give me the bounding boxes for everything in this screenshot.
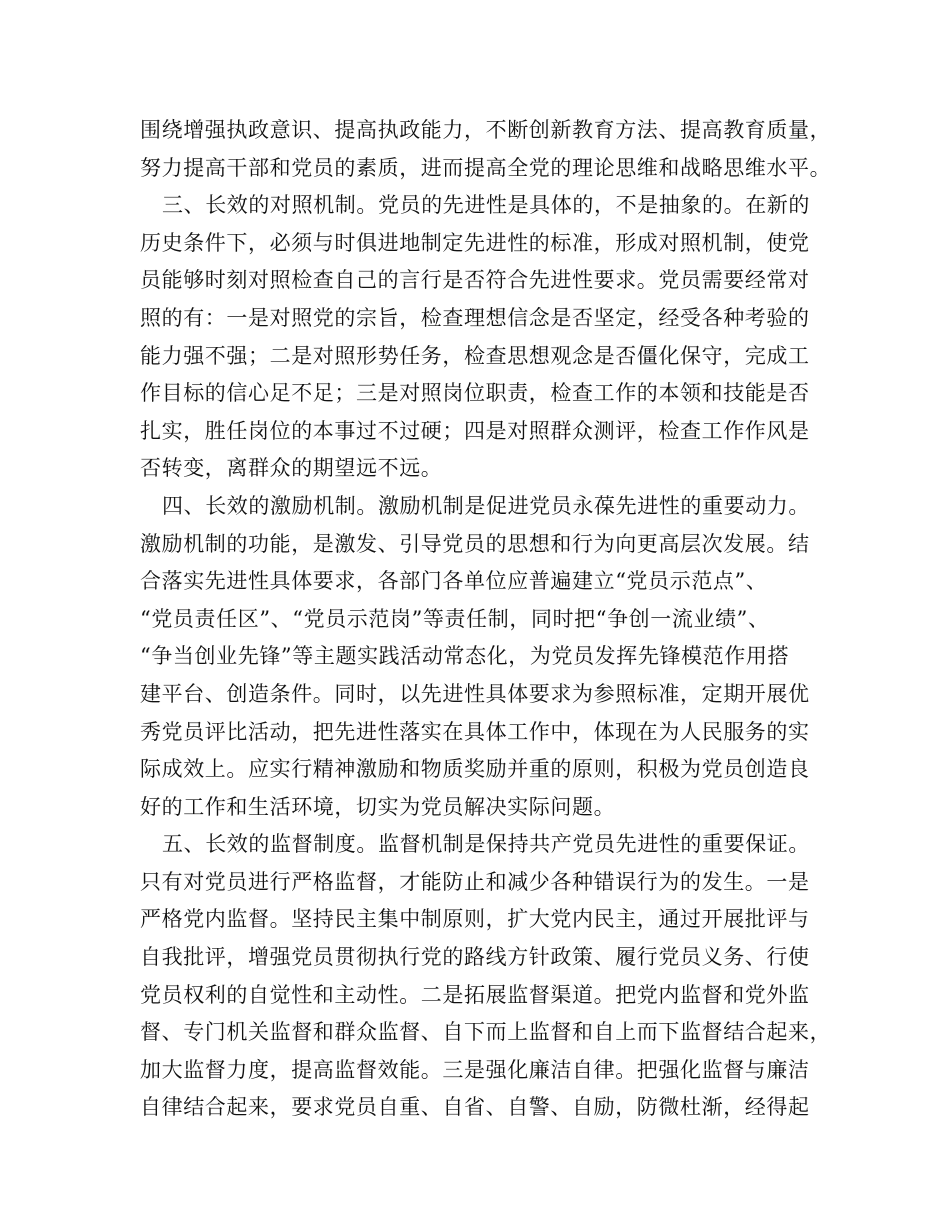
- text-line: 际成效上。应实行精神激励和物质奖励并重的原则，积极为党员创造良: [140, 757, 810, 782]
- document-body: [140, 112, 830, 1127]
- text-line: 建平台、创造条件。同时，以先进性具体要求为参照标准，定期开展优: [140, 681, 810, 706]
- text-line: 只有对党员进行严格监督，才能防止和减少各种错误行为的发生。一是: [140, 869, 810, 894]
- text-line: 激励机制的功能，是激发、引导党员的思想和行为向更高层次发展。结: [140, 531, 810, 556]
- text-line: 加大监督力度，提高监督效能。三是强化廉洁自律。把强化监督与廉洁: [140, 1057, 810, 1082]
- text-line: 好的工作和生活环境，切实为党员解决实际问题。: [140, 794, 616, 819]
- text-line: 围绕增强执政意识、提高执政能力，不断创新教育方法、提高教育质量，: [140, 118, 832, 142]
- text-line: 自我批评，增强党员贯彻执行党的路线方针政策、履行党员义务、行使: [140, 945, 810, 970]
- text-line: 督、专门机关监督和群众监督、自下而上监督和自上而下监督结合起来，: [140, 1020, 832, 1045]
- text-line: 否转变，离群众的期望远不远。: [140, 456, 443, 481]
- text-line: 历史条件下，必须与时俱进地制定先进性的标准，形成对照机制，使党: [140, 230, 810, 255]
- text-line: 党员权利的自觉性和主动性。二是拓展监督渠道。把党内监督和党外监: [140, 982, 810, 1007]
- text-line: 秀党员评比活动，把先进性落实在具体工作中，体现在为人民服务的实: [140, 719, 810, 744]
- text-line: “党员责任区”、“党员示范岗”等责任制，同时把“争创一流业绩”、: [140, 606, 770, 631]
- text-line: 努力提高干部和党员的素质，进而提高全党的理论思维和战略思维水平。: [140, 155, 832, 180]
- text-line: 严格党内监督。坚持民主集中制原则，扩大党内民主，通过开展批评与: [140, 907, 810, 932]
- text-line: 能力强不强；二是对照形势任务，检查思想观念是否僵化保守，完成工: [140, 343, 810, 368]
- section-heading-line: 五、长效的监督制度。监督机制是保持共产党员先进性的重要保证。: [162, 832, 810, 857]
- text-line: 作目标的信心足不足；三是对照岗位职责，检查工作的本领和技能是否: [140, 381, 810, 406]
- section-heading-line: 三、长效的对照机制。党员的先进性是具体的，不是抽象的。在新的: [162, 193, 810, 218]
- text-line: 照的有：一是对照党的宗旨，检查理想信念是否坚定，经受各种考验的: [140, 305, 810, 330]
- text-line: 员能够时刻对照检查自己的言行是否符合先进性要求。党员需要经常对: [140, 268, 810, 293]
- text-line: “争当创业先锋”等主题实践活动常态化，为党员发挥先锋模范作用搭: [140, 644, 790, 669]
- text-line: 合落实先进性具体要求，各部门各单位应普遍建立“党员示范点”、: [140, 569, 768, 594]
- text-line: 扎实，胜任岗位的本事过不过硬；四是对照群众测评，检查工作作风是: [140, 418, 810, 443]
- text-line: 自律结合起来，要求党员自重、自省、自警、自励，防微杜渐，经得起: [140, 1095, 810, 1120]
- section-heading-line: 四、长效的激励机制。激励机制是促进党员永葆先进性的重要动力。: [162, 493, 810, 518]
